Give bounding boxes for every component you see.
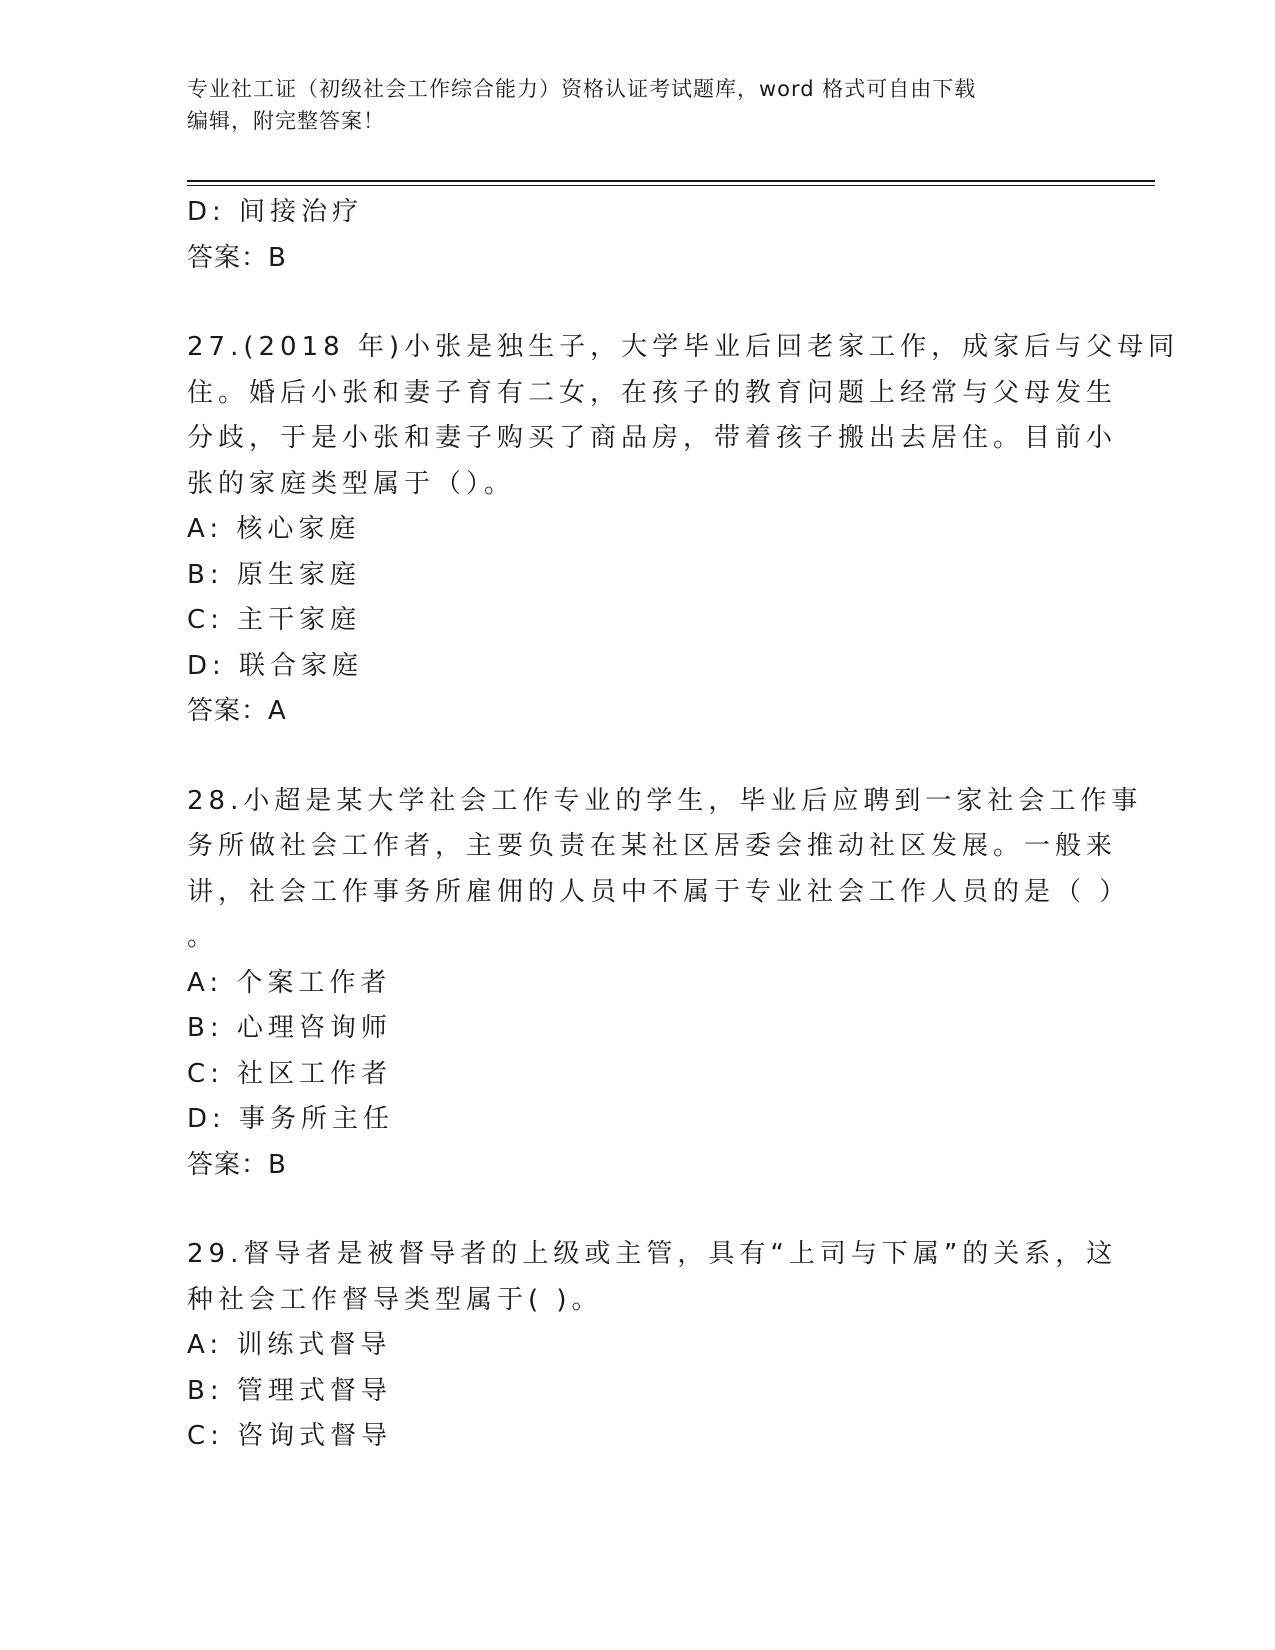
option-d: D: 联合家庭 bbox=[187, 650, 364, 681]
option-a: A: 核心家庭 bbox=[187, 514, 361, 544]
question-text: 。 bbox=[187, 922, 219, 952]
option-b: B: 管理式督导 bbox=[187, 1375, 392, 1406]
header-divider bbox=[187, 180, 1155, 182]
answer: 答案：B bbox=[187, 1149, 287, 1180]
option-a: A: 训练式督导 bbox=[187, 1330, 392, 1360]
question-27 bbox=[187, 325, 1180, 735]
question-text: 29.督导者是被督导者的上级或主管，具有“上司与下属”的关系，这 bbox=[187, 1239, 1118, 1269]
question-text: 分歧，于是小张和妻子购买了商品房，带着孩子搬出去居住。目前小 bbox=[187, 423, 1118, 453]
header-line: 编辑，附完整答案！ bbox=[187, 109, 385, 133]
option-a: A: 个案工作者 bbox=[187, 967, 392, 998]
question-text: 务所做社会工作者，主要负责在某社区居委会推动社区发展。一般来 bbox=[187, 831, 1118, 861]
option-d: D: 事务所主任 bbox=[187, 1104, 395, 1134]
header-line: 专业社工证（初级社会工作综合能力）资格认证考试题库，word 格式可自由下载 bbox=[187, 77, 977, 101]
question-29 bbox=[187, 1232, 1118, 1460]
option-c: C: 社区工作者 bbox=[187, 1058, 393, 1089]
option-c: C: 咨询式督导 bbox=[187, 1421, 393, 1451]
question-text: 张的家庭类型属于（）。 bbox=[187, 468, 516, 499]
option-c: C: 主干家庭 bbox=[187, 605, 362, 635]
answer: 答案：A bbox=[187, 696, 287, 726]
option-b: B: 原生家庭 bbox=[187, 559, 361, 590]
question-text: 住。婚后小张和妻子育有二女，在孩子的教育问题上经常与父母发生 bbox=[187, 377, 1118, 408]
question-text: 种社会工作督导类型属于( )。 bbox=[187, 1284, 603, 1315]
page-header bbox=[187, 73, 1087, 137]
option-b: B: 心理咨询师 bbox=[187, 1013, 392, 1043]
option-d: D: 间接治疗 bbox=[187, 197, 364, 227]
question-text: 28.小超是某大学社会工作专业的学生，毕业后应聘到一家社会工作事 bbox=[187, 785, 1143, 816]
question-text: 讲，社会工作事务所雇佣的人员中不属于专业社会工作人员的是（ ） bbox=[187, 876, 1131, 907]
document-body bbox=[187, 190, 1180, 1460]
question-28 bbox=[187, 779, 1143, 1189]
header-divider-thin bbox=[187, 185, 1155, 186]
answer: 答案：B bbox=[187, 242, 287, 273]
question-text: 27.(2018 年)小张是独生子，大学毕业后回老家工作，成家后与父母同 bbox=[187, 332, 1180, 362]
